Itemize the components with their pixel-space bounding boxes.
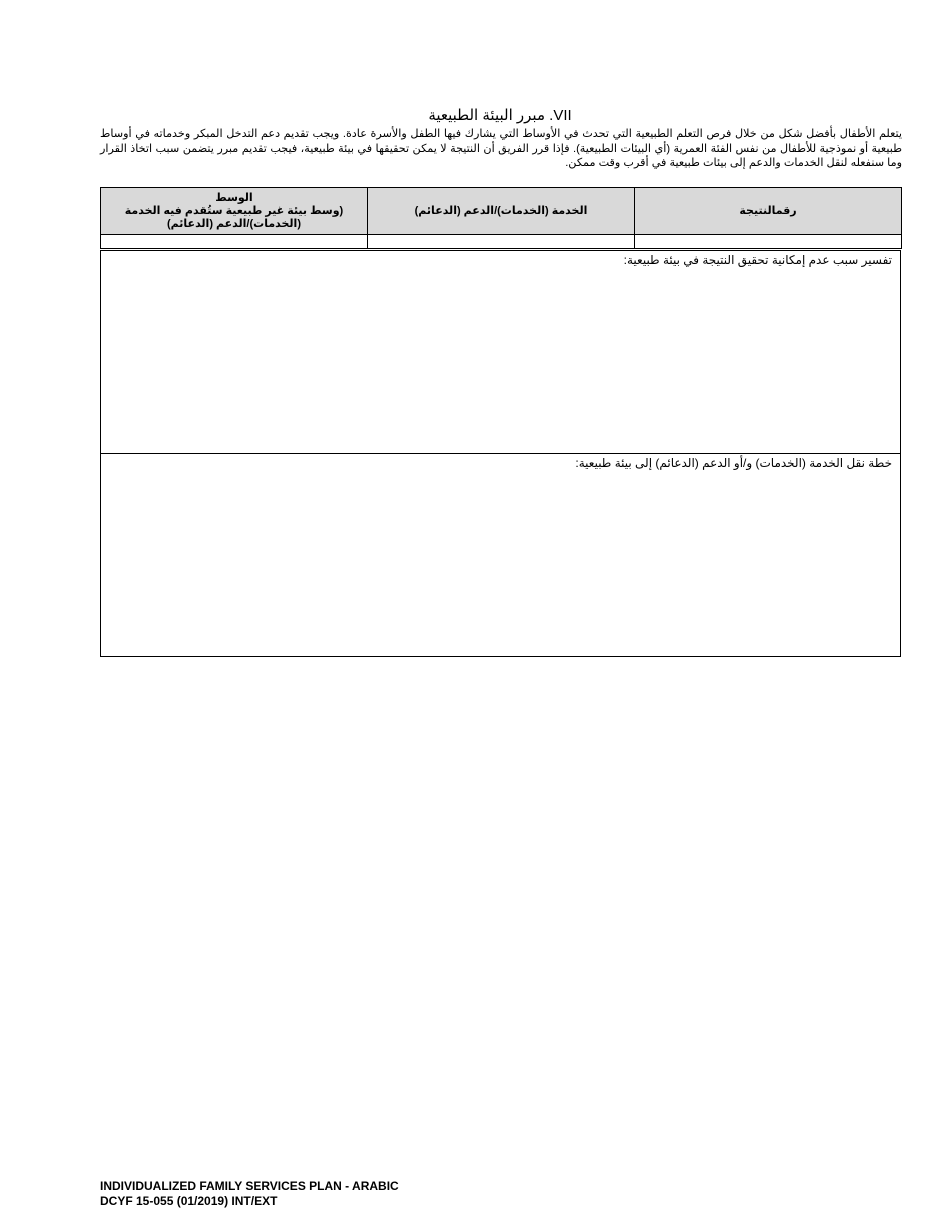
header-outcome-label: رقمالنتيجة xyxy=(739,204,797,217)
header-setting-description: (وسط بيئة غير طبيعية ستُقدم فيه الخدمة (الخدمات)/الدعم (الدعائم) xyxy=(124,204,344,230)
outcome-number-cell[interactable] xyxy=(635,235,902,249)
footer-form-number: DCYF 15-055 (01/2019) INT/EXT xyxy=(100,1194,278,1208)
service-table xyxy=(100,187,902,249)
transition-plan-box[interactable] xyxy=(100,453,901,657)
table-row xyxy=(101,235,902,249)
section-intro: يتعلم الأطفال بأفضل شكل من خلال فرص التعلم الطبيعية التي تحدث في الأوساط التي يشارك فيها الطفل والأسرة عادة. ويجب تقديم دعم التدخل المبكر وخدماته في أوساط طبيعية أو نموذجية للأطفال من نفس الفئة العمرية (أي البيئات الطبيعية). فإذا قرر الفريق أن النتيجة لا يمكن تحقيقها في بيئة طبيعية، فيجب تقديم مبرر يتضمن سبب اتخاذ القرار وما سنفعله لنقل الخدمات والدعم إلى بيئات طبيعية في أقرب وقت ممكن. xyxy=(100,128,902,169)
header-setting xyxy=(101,188,368,235)
footer-form-name: INDIVIDUALIZED FAMILY SERVICES PLAN - ARABIC xyxy=(100,1179,399,1193)
explanation-label: تفسير سبب عدم إمكانية تحقيق النتيجة في بيئة طبيعية: xyxy=(623,253,892,267)
table-header-row xyxy=(101,188,902,235)
transition-plan-label: خطة نقل الخدمة (الخدمات) و/أو الدعم (الدعائم) إلى بيئة طبيعية: xyxy=(575,456,892,470)
form-footer xyxy=(100,1179,399,1209)
explanation-box[interactable] xyxy=(100,250,901,454)
header-setting-title: الوسط xyxy=(215,191,253,204)
service-cell[interactable] xyxy=(368,235,635,249)
section-title: VII. مبرر البيئة الطبيعية xyxy=(428,107,572,124)
header-outcome-number xyxy=(635,188,902,235)
header-service xyxy=(368,188,635,235)
header-service-label: الخدمة (الخدمات)/الدعم (الدعائم) xyxy=(414,204,588,217)
setting-cell[interactable] xyxy=(101,235,368,249)
